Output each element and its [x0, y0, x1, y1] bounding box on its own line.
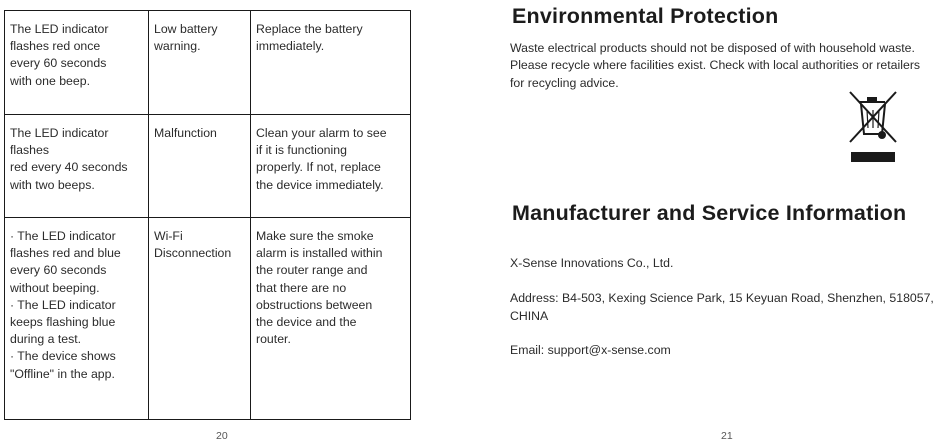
company-email: Email: support@x-sense.com [510, 343, 671, 358]
page-number: 21 [721, 430, 733, 442]
table-cell-solution: Clean your alarm to see if it is functioning properly. If not, replace the device immediately. [251, 115, 410, 218]
table-cell-cause: Low battery warning. [149, 11, 251, 115]
manufacturer-heading: Manufacturer and Service Information [512, 201, 907, 225]
company-address: Address: B4-503, Kexing Science Park, 15 Keyuan Road, Shenzhen, 518057, CHINA [510, 291, 934, 323]
page-number: 20 [216, 430, 228, 442]
manufacturer-info [510, 238, 950, 377]
table-cell-cause: Malfunction [149, 115, 251, 218]
company-name: X-Sense Innovations Co., Ltd. [510, 256, 674, 271]
table-cell-indication: The LED indicator flashes red every 40 seconds with two beeps. [5, 115, 149, 218]
right-page [475, 0, 950, 445]
table-cell-indication: · The LED indicator flashes red and blue every 60 seconds without beeping. · The LED indicator keeps flashing blue during a test. · The device shows "Offline" in the app. [5, 218, 149, 419]
table-cell-indication: The LED indicator flashes red once every 60 seconds with one beep. [5, 11, 149, 115]
environmental-protection-heading: Environmental Protection [512, 4, 779, 28]
environmental-protection-text: Waste electrical products should not be disposed of with household waste. Please recycle where facilities exist. Check with local authorities or retailers for recycling advice. [510, 41, 921, 90]
table-cell-cause: Wi-Fi Disconnection [149, 218, 251, 419]
table-cell-solution: Make sure the smoke alarm is installed within the router range and that there are no obstructions between the device and the router. [256, 229, 383, 347]
weee-crossed-bin-icon [845, 88, 901, 164]
troubleshooting-table [4, 10, 411, 420]
table-cell-solution: Replace the battery immediately. [251, 11, 410, 115]
